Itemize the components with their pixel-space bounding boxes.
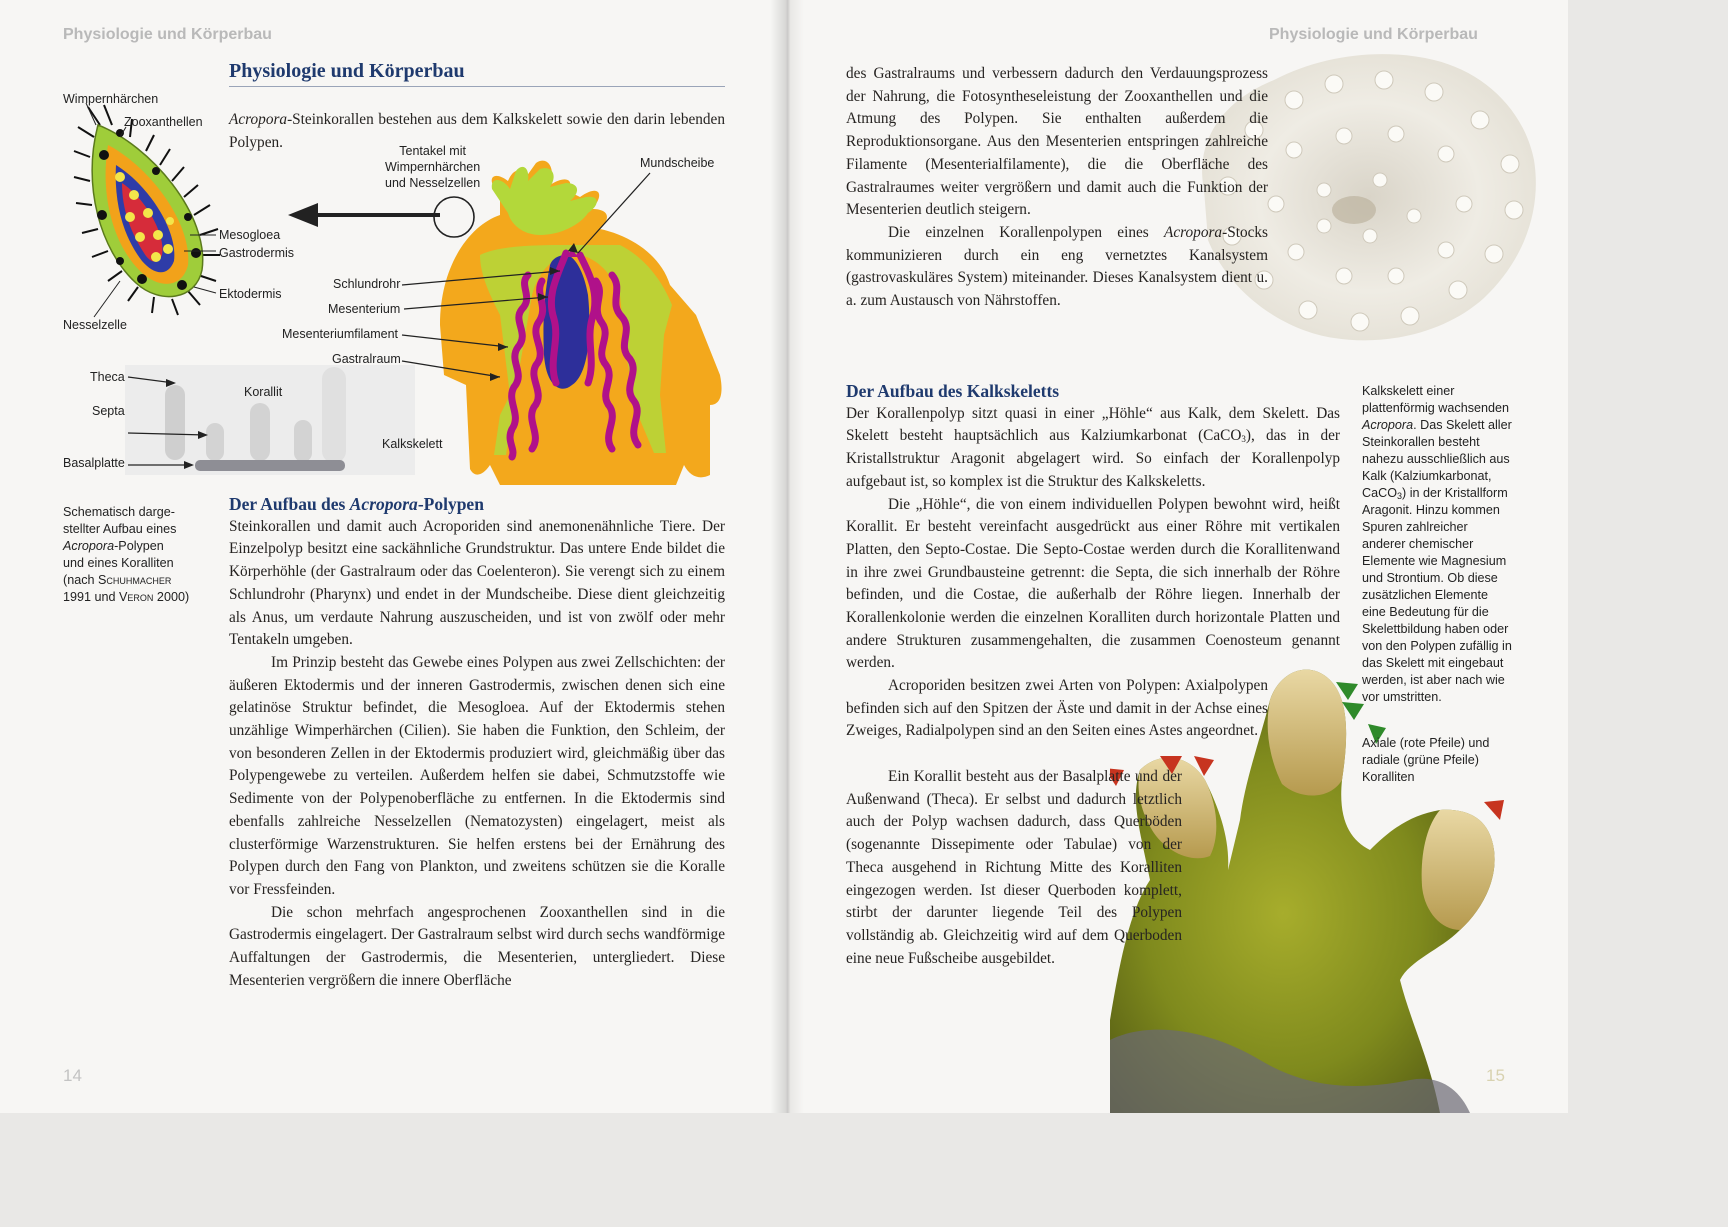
left-body-column bbox=[229, 493, 725, 992]
caption-line-3 bbox=[63, 538, 213, 555]
book-gutter bbox=[770, 0, 804, 1113]
paragraph-3: Die schon mehrfach angesprochenen Zooxanthellen sind in die Gastrodermis eingelagert. Der Gastralraum selbst wird durch sechs wandförmige Auffaltungen der Gastrodermis, die Mesenterien, untergliedert. Diese Mesenterien vergrößern die innere Oberfläche bbox=[229, 903, 725, 989]
skeleton-paragraph-3: Acroporiden besitzen zwei Arten von Polypen: Axialpolypen befinden sich auf den Spitzen der Äste und damit in der Achse eines Zweiges, Radialpolypen sind an den Seiten eines Astes angeordnet. bbox=[846, 677, 1268, 740]
skeleton-paragraph-1-a: Der Korallenpolyp sitzt quasi in einer „Höhle“ aus Kalk, dem Skelett. Das Skelett besteht hauptsächlich aus Kalziumkarbonat (CaCO bbox=[846, 404, 1340, 445]
caption-line-4: und eines Koralliten bbox=[63, 556, 174, 570]
skeleton-paragraph-4: Ein Korallit besteht aus der Basalplatte und der Außenwand (Theca). Er selbst und dadurch letztlich auch der Polyp wachsen dadurch, dass Querböden (sogenannte Dissepimente oder Tabulae) von der Theca ausgehend in Richtung Mitte des Koralliten eingezogen werden. Ist dieser Querboden komplett, stirbt der darunter liegende Teil des Polypen vollständig ab. Gleichzeitig wird auf dem Querboden eine neue Fußscheibe ausgebildet. bbox=[846, 768, 1182, 967]
intro-genus: Acropora bbox=[229, 111, 288, 128]
side-caption-skeleton bbox=[1362, 383, 1512, 706]
section-heading-polyp-b: -Polypen bbox=[417, 494, 484, 514]
side-caption-1-c: ) in der Kristallform Aragonit. Hinzu kommen Spuren zahlreicher anderer chemischer Elemente wie Magnesium und Strontium. Ob diese zusätzlichen Elemente eine Bedeutung für die Skelettbildung haben oder von den Polypen zufällig in das Skelett mit eingebaut werden, ist aber nach wie vor umstritten. bbox=[1362, 486, 1512, 704]
side-caption-1-a: Kalkskelett einer plattenförmig wachsenden bbox=[1362, 384, 1510, 415]
section-heading-polyp bbox=[229, 493, 725, 516]
label-mesogloea: Mesogloea bbox=[219, 228, 281, 242]
label-basalplatte: Basalplatte bbox=[63, 456, 125, 470]
skeleton-paragraph-1-sub: 3 bbox=[1241, 434, 1246, 445]
label-tentakel bbox=[385, 143, 480, 191]
label-gastrodermis: Gastrodermis bbox=[219, 246, 295, 260]
section-heading-polyp-a: Der Aufbau des bbox=[229, 494, 350, 514]
caption-author-1: Schuhmacher bbox=[98, 573, 172, 587]
skeleton-paragraph-2: Die „Höhle“, die von einem individuellen Polypen bewohnt wird, heißt Korallit. Er besteht vereinfacht ausgedrückt aus einer Röhre mit vertikalen Platten, den Septo-Costae. Die Septo-Costae werden durch die Korallitenwand in ihre zwei Grundbausteine getrennt: die Septa, die sich innerhalb der Röhre befinden, und die Costae, die außerhalb der Röhre liegen. Innerhalb der Korallenkolonie werden die einzelnen Koralliten durch horizontale Platten und andere Strukturen zusammengehalten, die zusammen Coenosteum genannt werden. bbox=[846, 495, 1340, 672]
caption-line-5-a: (nach bbox=[63, 573, 99, 587]
page-title: Physiologie und Körperbau bbox=[229, 60, 725, 87]
label-korallit: Korallit bbox=[244, 385, 283, 399]
cell-layer-diagram bbox=[74, 103, 220, 317]
label-tentakel-line1: Tentakel mit bbox=[399, 144, 466, 158]
paragraph-2: Im Prinzip besteht das Gewebe eines Polypen aus zwei Zellschichten: der äußeren Ektodermis und der inneren Gastrodermis, zwischen denen sich eine gelatinöse Struktur befindet, die Mesogloea. Auf der Ektodermis stehen unzählige Wimperhärchen (Cilien). Sie haben die Funktion, den Schleim, der von besonderen Zellen in der Ektodermis produziert wird, gleichmäßig über das Polypengewebe zu verteilen. Außerdem helfen sie dabei, Schmutzstoffe wie Sedimente von der Polypenoberfläche zu entfernen. In die Ektodermis sind ebenfalls zahlreiche Nesselzellen (Nematozysten) eingelagert, meist als clusterförmige Warzenstrukturen. Sie helfen erstens bei der Ernährung des Polypen durch den Fang von Plankton, und zweitens schützen sie die Koralle vor Fressfeinden. bbox=[229, 653, 725, 898]
label-schlundrohr: Schlundrohr bbox=[333, 277, 401, 291]
left-page bbox=[0, 0, 786, 1113]
label-tentakel-line3: und Nesselzellen bbox=[385, 176, 481, 190]
label-nesselzelle: Nesselzelle bbox=[63, 318, 127, 332]
side-caption-1-genus: Acropora bbox=[1362, 418, 1414, 432]
skeleton-section-lower bbox=[846, 675, 1268, 743]
right-paragraph-2-genus: Acropora bbox=[1164, 223, 1223, 241]
label-mundscheibe: Mundscheibe bbox=[640, 156, 715, 170]
figure-caption bbox=[63, 504, 213, 606]
section-heading-skeleton: Der Aufbau des Kalkskeletts bbox=[846, 381, 1060, 401]
caption-line-1: Schematisch darge- bbox=[63, 505, 175, 519]
paragraph-1: Steinkorallen und damit auch Acroporiden sind anemonenähnliche Tiere. Der Einzelpolyp besitzt eine sackähnliche Grundstruktur. Das untere Ende bildet die Körperhöhle (der Gastralraum oder das Coelenteron). Sie verengt sich zu einem Schlundrohr (Pharynx) und endet in der Mundscheibe. Diese dient gleichzeitig als Anus, um verdaute Nahrung auszuscheiden, und ist von zwölf oder mehr Tentakeln umgeben. bbox=[229, 517, 725, 649]
polyp-section bbox=[440, 161, 722, 485]
side-caption-1-b: . Das Skelett aller Steinkorallen besteht nahezu ausschließlich aus Kalk (Kalziumkarbonat, CaCO bbox=[1362, 418, 1512, 500]
caption-line-5 bbox=[63, 572, 213, 589]
label-gastralraum: Gastralraum bbox=[332, 352, 401, 366]
running-head-right: Physiologie und Körperbau bbox=[1269, 26, 1478, 43]
skeleton-section bbox=[846, 380, 1340, 675]
skeleton-paragraph-1 bbox=[846, 403, 1340, 494]
caption-line-6-b: 2000) bbox=[153, 590, 190, 604]
section-heading-polyp-genus: Acropora bbox=[349, 494, 418, 514]
caption-line-3-rest: -Polypen bbox=[114, 539, 164, 553]
right-page bbox=[786, 0, 1568, 1113]
running-head-left: Physiologie und Körperbau bbox=[63, 26, 272, 43]
red-arrow-4 bbox=[1484, 800, 1504, 820]
label-ektodermis: Ektodermis bbox=[219, 287, 282, 301]
caption-line-6-a: 1991 und bbox=[63, 590, 120, 604]
right-paragraph-1: des Gastralraums und verbessern dadurch den Verdauungsprozess der Nahrung, die Fotosyntheseleistung der Zooxanthellen und die Atmung des Polypen. Sie enthalten außerdem die Reproduktionsorgane. Aus den Mesenterien entspringen zahlreiche Filamente (Mesenterialfilamente), die die Oberfläche des Gastralraumes weiter vergrößern und damit auch die Funktion der Mesenterien deutlich steigern. bbox=[846, 65, 1268, 219]
page-number-right: 15 bbox=[1486, 1066, 1505, 1085]
caption-line-6 bbox=[63, 589, 213, 606]
side-caption-1-sub: 3 bbox=[1397, 491, 1403, 501]
caption-line-2: stellter Aufbau eines bbox=[63, 522, 177, 536]
side-caption-coral: Axiale (rote Pfeile) und radiale (grüne Pfeile) Koralliten bbox=[1362, 736, 1490, 784]
label-mesenteriumfilament: Mesenteriumfilament bbox=[282, 327, 399, 341]
intro-text: -Steinkorallen bestehen aus dem Kalkskelett sowie den darin lebenden Polypen. bbox=[229, 111, 725, 151]
label-wimpernhaerchen: Wimpernhärchen bbox=[63, 92, 159, 106]
green-arrow-2 bbox=[1342, 702, 1364, 720]
page-number-left: 14 bbox=[63, 1066, 82, 1085]
label-kalkskelett: Kalkskelett bbox=[382, 437, 443, 451]
label-mesenterium: Mesenterium bbox=[328, 302, 401, 316]
label-septa: Septa bbox=[92, 404, 125, 418]
caption-author-2: Veron bbox=[119, 590, 154, 604]
skeleton-paragraph-1-b: ), das in der Kristallstruktur Aragonit abgelagert wird. So einfach der Korallenpolyp aufgebaut ist, so komplex ist die Struktur des Kalkskeletts. bbox=[846, 427, 1340, 490]
caption-genus: Acropora bbox=[63, 539, 115, 553]
right-paragraph-2-b: -Stocks kommunizieren durch ein eng vernetztes Kanalsystem (gastrovaskuläres System) miteinander. Dieses Kanalsystem dient u. a. zum Austausch von Nährstoffen. bbox=[846, 223, 1268, 310]
right-paragraph-2 bbox=[846, 222, 1268, 313]
label-tentakel-line2: Wimpernhärchen bbox=[385, 160, 481, 174]
label-zooxanthellen: Zooxanthellen bbox=[124, 115, 203, 129]
label-theca: Theca bbox=[90, 370, 125, 384]
right-top-column bbox=[846, 63, 1268, 313]
skeleton-section-narrow bbox=[846, 766, 1182, 970]
right-paragraph-2-a: Die einzelnen Korallenpolypen eines bbox=[888, 223, 1165, 241]
polyp-anatomy-figure bbox=[60, 85, 730, 485]
